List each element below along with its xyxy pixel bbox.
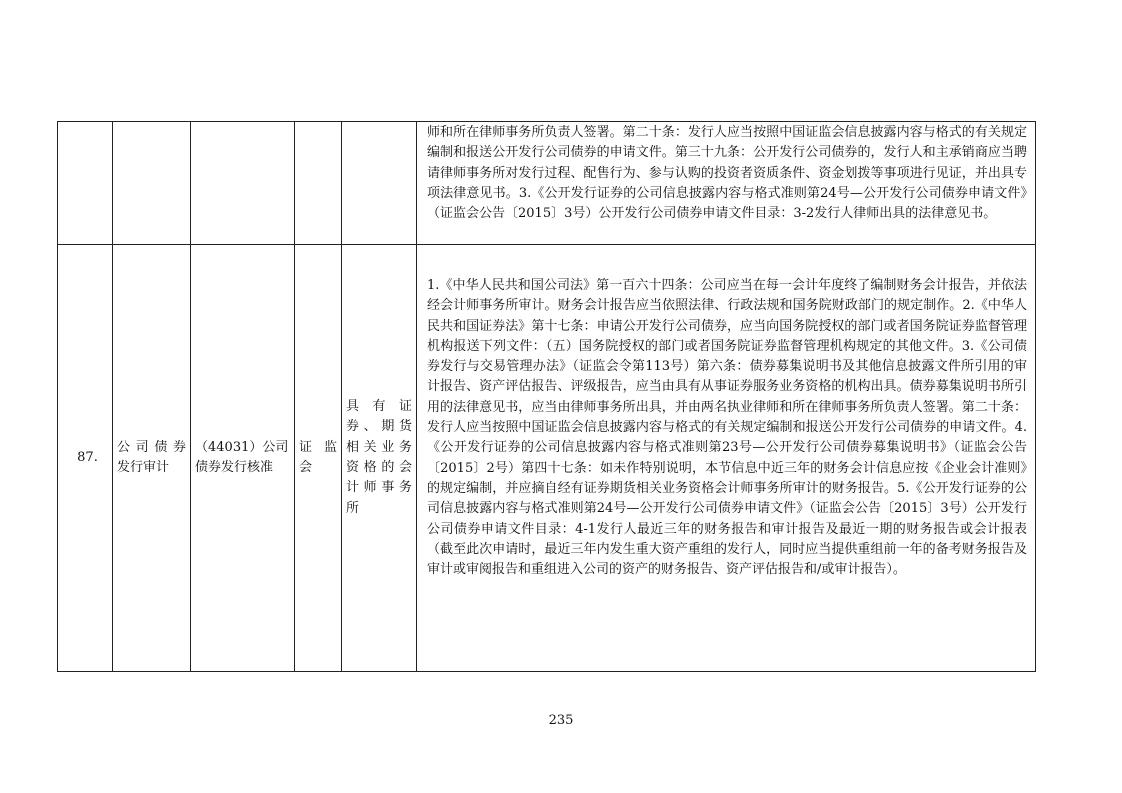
cell-legal-basis-continued [417, 122, 1036, 245]
organization-line: 具有证 [346, 399, 412, 415]
cell-dept-empty [295, 122, 342, 245]
cell-legal-basis [417, 245, 1036, 672]
table-row-87 [58, 245, 1036, 672]
legal-basis-text: 1.《中华人民共和国公司法》第一百六十四条：公司应当在每一会计年度终了编制财务会计报告，并依法经会计师事务所审计。财务会计报告应当依照法律、行政法规和国务院财政部门的规定制作。2.《中华人民共和国证券法》第十七条：申请公开发行公司债券，应当向国务院授权的部门或者国务院证券监督管理机构报送下列文件：（五）国务院授权的部门或者国务院证券监督管理机构规定的其他文件。3.《公司债券发行与交易管理办法》（证监会令第113号）第六条：债券募集说明书及其他信息披露文件所引用的审计报告、资产评估报告、评级报告，应当由具有从事证券服务业务资格的机构出具。债券募集说明书所引用的法律意见书，应当由律师事务所出具，并由两名执业律师和所在律师事务所负责人签署。第二十条：发行人应当按照中国证监会信息披露内容与格式的有关规定编制和报送公开发行公司债券的申请文件。4.《公开发行证券的公司信息披露内容与格式准则第23号—公开发行公司债券募集说明书》（证监会公告〔2015〕2号）第四十七条：如未作特别说明，本节信息中近三年的财务会计信息应按《企业会计准则》的规定编制，并应摘自经有证券期货相关业务资格会计师事务所审计的财务报告。5.《公开发行证券的公司信息披露内容与格式准则第24号—公开发行公司债券申请文件》（证监会公告〔2015〕3号）公开发行公司债券申请文件目录：4-1发行人最近三年的财务报告和审计报告及最近一期的财务报告或会计报表（截至此次申请时，最近三年内发生重大资产重组的发行人，同时应当提供重组前一年的备考财务报告及审计或审阅报告和重组进入公司的资产的财务报告、资产评估报告和/或审计报告）。 [427, 278, 1027, 578]
cell-department [295, 245, 342, 672]
cell-number-empty [58, 122, 113, 245]
approval-name-line: （44031）公司 [195, 439, 289, 455]
organization-line: 券、期货 [346, 419, 412, 435]
row-number: 87. [77, 449, 98, 465]
organization-line: 相关业务 [346, 439, 412, 455]
approval-items-table [57, 121, 1036, 672]
cell-organization [342, 245, 417, 672]
cell-number [58, 245, 113, 672]
department-line: 证监 [299, 439, 337, 455]
cell-org-empty [342, 122, 417, 245]
table-row-continued [58, 122, 1036, 245]
page-number: 235 [548, 713, 574, 728]
cell-item [113, 245, 191, 672]
cell-approval-name [191, 245, 295, 672]
item-name-line: 公司债券 [117, 439, 186, 455]
organization-line: 资格的会 [346, 460, 412, 475]
item-name-line: 发行审计 [117, 460, 170, 475]
legal-basis-text: 师和所在律师事务所负责人签署。第二十条：发行人应当按照中国证监会信息披露内容与格式的有关规定编制和报送公开发行公司债券的申请文件。第三十九条：公开发行公司债券的，发行人和主承销商应当聘请律师事务所对发行过程、配售行为、参与认购的投资者资质条件、资金划拨等事项进行见证，并出具专项法律意见书。3.《公开发行证券的公司信息披露内容与格式准则第24号—公开发行公司债券申请文件》（证监会公告〔2015〕3号）公开发行公司债券申请文件目录：3-2发行人律师出具的法律意见书。 [427, 125, 1027, 222]
cell-name-empty [191, 122, 295, 245]
organization-line: 所 [346, 500, 360, 516]
cell-item-empty [113, 122, 191, 245]
department-line: 会 [299, 460, 313, 475]
approval-name-line: 债券发行核准 [195, 460, 274, 475]
organization-line: 计师事务 [346, 480, 412, 496]
